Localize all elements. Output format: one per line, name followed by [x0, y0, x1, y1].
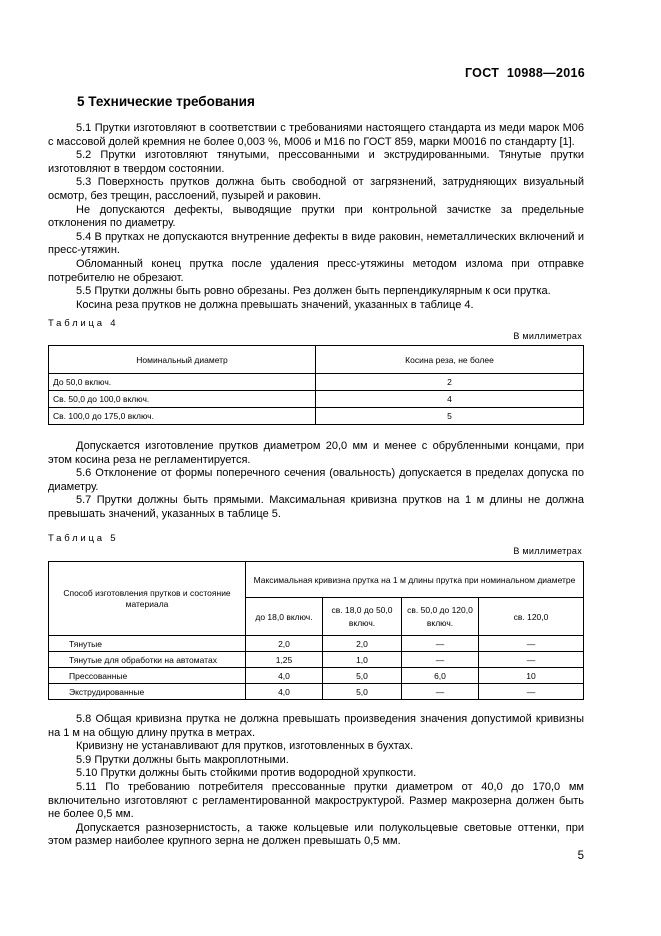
table5-subheader: св. 50,0 до 120,0 включ. — [402, 598, 479, 636]
table4-cell: Св. 50,0 до 100,0 включ. — [49, 391, 316, 408]
table-row — [49, 652, 584, 668]
table-row — [49, 668, 584, 684]
table-row — [49, 374, 584, 391]
table5-cell: — — [402, 684, 479, 700]
table5-cell: Тянутые — [49, 636, 246, 652]
paragraph: 5.8 Общая кривизна прутка не должна превышать произведения значения допустимой кривизны на 1 м на общую длину прутка в метрах. — [48, 713, 584, 739]
paragraph: 5.2 Прутки изготовляют тянутыми, прессованными и экструдированными. Тянутые прутки изготовляют в твердом состоянии. — [48, 149, 584, 175]
table5-cell: — — [479, 652, 584, 668]
paragraph: 5.4 В прутках не допускаются внутренние дефекты в виде раковин, неметаллических включений и пресс-утяжин. — [48, 230, 584, 257]
table4-caption: Таблица 4 — [48, 318, 119, 329]
table5-subheader: св. 18,0 до 50,0 включ. — [323, 598, 402, 636]
table5-subheader: до 18,0 включ. — [246, 598, 323, 636]
table5-cell: — — [402, 652, 479, 668]
table5-cell: 2,0 — [246, 636, 323, 652]
table5-header-group: Максимальная кривизна прутка на 1 м длины прутка при номинальном диаметре — [246, 562, 584, 598]
table-row — [49, 391, 584, 408]
table5-cell: 2,0 — [323, 636, 402, 652]
table5-cell: — — [402, 636, 479, 652]
table4-cell: 4 — [316, 391, 584, 408]
table5-cell: 4,0 — [246, 668, 323, 684]
table5-cell: 6,0 — [402, 668, 479, 684]
paragraph: 5.3 Поверхность прутков должна быть свободной от загрязнений, затрудняющих визуальный осмотр, без трещин, расслоений, пузырей и раковин. — [48, 176, 584, 202]
document-header: ГОСТ 10988—2016 — [464, 66, 585, 80]
table4-cell: До 50,0 включ. — [49, 374, 316, 391]
table-4 — [48, 345, 584, 425]
table5-caption: Таблица 5 — [48, 533, 119, 544]
table5-cell: 1,0 — [323, 652, 402, 668]
table5-header-method: Способ изготовления прутков и состояние материала — [49, 562, 246, 636]
table-5 — [48, 561, 584, 700]
paragraph: 5.10 Прутки должны быть стойкими против водородной хрупкости. — [76, 767, 417, 780]
table5-cell: Экструдированные — [49, 684, 246, 700]
paragraph: Допускается изготовление прутков диаметром 20,0 мм и менее с обрубленными концами, при этом косина реза не регламентируется. — [48, 440, 584, 466]
table5-cell: — — [479, 684, 584, 700]
table4-header: Косина реза, не более — [316, 346, 584, 374]
paragraph: 5.5 Прутки должны быть ровно обрезаны. Рез должен быть перпендикулярным к оси прутка. — [76, 285, 551, 298]
table-row — [49, 408, 584, 425]
text-block-1 — [48, 122, 584, 312]
table5-cell: Тянутые для обработки на автоматах — [49, 652, 246, 668]
text-block-3 — [48, 713, 584, 849]
table4-cell: 5 — [316, 408, 584, 425]
table5-unit: В миллиметрах — [513, 546, 582, 556]
paragraph: Не допускаются дефекты, выводящие прутки при контрольной зачистке за предельные отклонения по диаметру. — [48, 203, 584, 230]
table4-header: Номинальный диаметр — [49, 346, 316, 374]
paragraph: Кривизну не устанавливают для прутков, изготовленных в бухтах. — [76, 740, 414, 753]
table5-cell: 4,0 — [246, 684, 323, 700]
paragraph: 5.11 По требованию потребителя прессованные прутки диаметром от 40,0 до 170,0 мм включительно изготовляют с регламентированной макроструктурой. Размер макрозерна должен быть не более 0,5 мм. — [48, 780, 584, 821]
table5-cell: 5,0 — [323, 668, 402, 684]
paragraph: 5.9 Прутки должны быть макроплотными. — [76, 753, 289, 766]
text-block-2 — [48, 440, 584, 522]
table5-cell: Прессованные — [49, 668, 246, 684]
paragraph: Обломанный конец прутка после удаления пресс-утяжины методом излома при отправке потребителю не обрезают. — [48, 257, 584, 284]
paragraph: 5.1 Прутки изготовляют в соответствии с требованиями настоящего стандарта из меди марок М06 с массовой долей кремния не более 0,003 %, М006 и М16 по ГОСТ 859, марки М0016 по стандарту [1]. — [48, 122, 584, 148]
table5-subheader: св. 120,0 — [479, 598, 584, 636]
page-number: 5 — [577, 850, 584, 862]
paragraph: Косина реза прутков не должна превышать значений, указанных в таблице 4. — [76, 298, 474, 311]
table-row — [49, 636, 584, 652]
table5-cell: 10 — [479, 668, 584, 684]
section-title: 5 Технические требования — [77, 94, 255, 109]
paragraph: Допускается разнозернистость, а также кольцевые или полукольцевые световые оттенки, при этом размер наиболее крупного зерна не должен превышать 0,5 мм. — [48, 821, 584, 848]
table5-cell: 5,0 — [323, 684, 402, 700]
table5-cell: 1,25 — [246, 652, 323, 668]
paragraph: 5.7 Прутки должны быть прямыми. Максимальная кривизна прутков на 1 м длины не должна превышать значений, указанных в таблице 5. — [48, 494, 584, 520]
table4-cell: 2 — [316, 374, 584, 391]
table4-cell: Св. 100,0 до 175,0 включ. — [49, 408, 316, 425]
paragraph: 5.6 Отклонение от формы поперечного сечения (овальность) допускается в пределах допуска по диаметру. — [48, 467, 584, 493]
table-row — [49, 684, 584, 700]
table5-cell: — — [479, 636, 584, 652]
table4-unit: В миллиметрах — [513, 331, 582, 341]
